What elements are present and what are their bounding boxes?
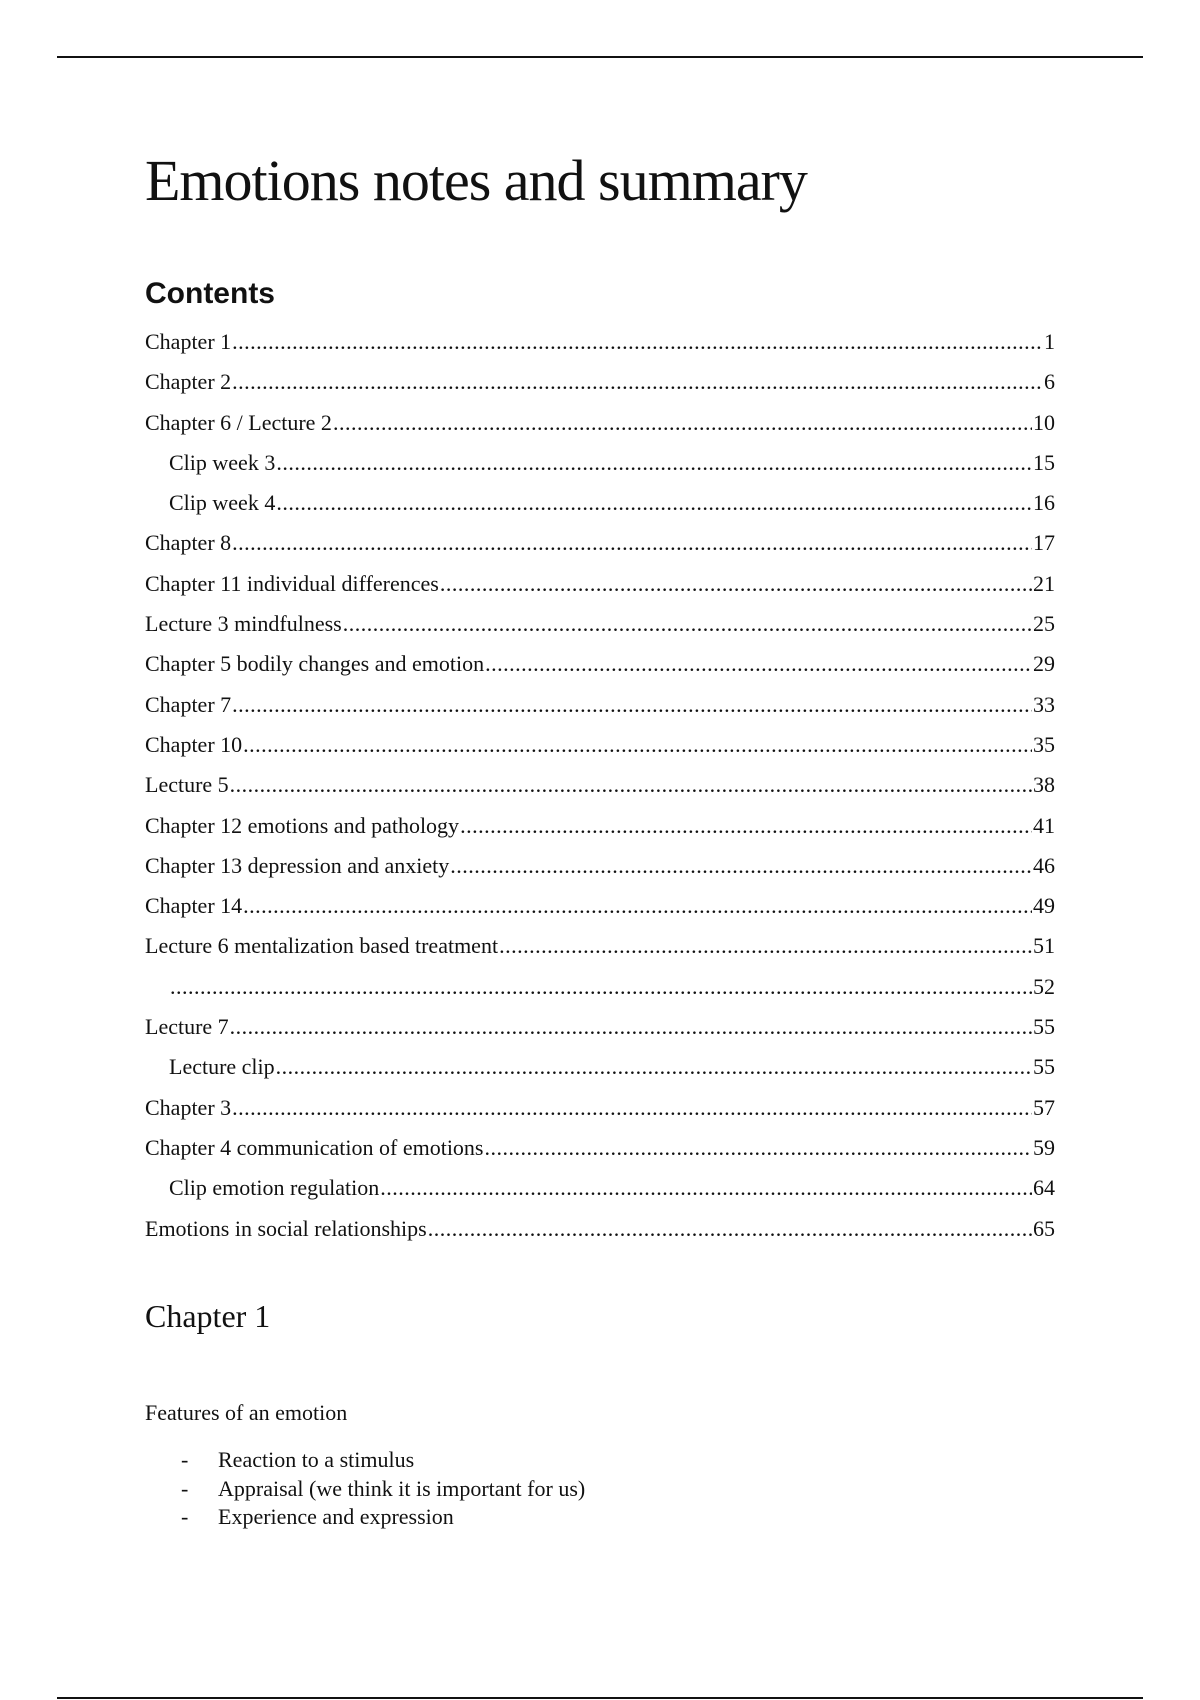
document-title: Emotions notes and summary xyxy=(145,148,807,213)
toc-entry[interactable] xyxy=(145,765,1055,805)
toc-dot-leader xyxy=(440,564,1032,604)
toc-entry-label: Chapter 4 communication of emotions xyxy=(145,1134,484,1160)
toc-entry-page: 65 xyxy=(1033,1215,1055,1241)
toc-entry-page: 1 xyxy=(1044,329,1055,354)
section-intro: Features of an emotion xyxy=(145,1400,348,1425)
toc-entry[interactable] xyxy=(145,1168,1055,1208)
toc-entry[interactable] xyxy=(145,1209,1055,1249)
toc-entry-page: 41 xyxy=(1033,812,1055,838)
toc-entry-label: Lecture 3 mindfulness xyxy=(145,611,342,637)
bullet-marker: - xyxy=(181,1504,189,1529)
toc-dot-leader xyxy=(276,483,1032,523)
toc-entry-page: 52 xyxy=(1033,973,1055,999)
toc-entry-page: 55 xyxy=(1033,1014,1055,1040)
toc-entry-label: Emotions in social relationships xyxy=(145,1215,427,1241)
toc-entry[interactable] xyxy=(145,403,1055,443)
toc-entry-label: Chapter 5 bodily changes and emotion xyxy=(145,651,485,677)
toc-dot-leader xyxy=(232,523,1032,563)
toc-entry-label: Clip week 4 xyxy=(169,490,276,516)
toc-entry-label: Chapter 12 emotions and pathology xyxy=(145,812,460,838)
toc-entry-label: Lecture clip xyxy=(169,1054,275,1080)
toc-entry[interactable] xyxy=(145,685,1055,725)
toc-dot-leader xyxy=(232,685,1032,725)
toc-entry[interactable] xyxy=(145,362,1055,402)
toc-heading: Contents xyxy=(145,277,275,310)
toc-entry[interactable] xyxy=(145,443,1055,483)
list-item-text: Reaction to a stimulus xyxy=(218,1447,415,1472)
toc-dot-leader xyxy=(460,806,1032,846)
toc-entry-label: Chapter 7 xyxy=(145,691,232,717)
list-item-text: Appraisal (we think it is important for us) xyxy=(218,1475,586,1501)
toc-entry-page: 51 xyxy=(1033,933,1055,959)
toc-entry-page: 55 xyxy=(1033,1054,1055,1080)
feature-list xyxy=(145,1446,585,1532)
toc-entry[interactable] xyxy=(145,806,1055,846)
toc-entry[interactable] xyxy=(145,523,1055,563)
toc-dot-leader xyxy=(232,322,1043,362)
toc-entry-page: 33 xyxy=(1033,691,1055,717)
toc-dot-leader xyxy=(485,644,1032,684)
toc-entry-label: Clip week 3 xyxy=(169,449,276,475)
toc-entry-label: Chapter 14 xyxy=(145,893,243,919)
toc-entry[interactable] xyxy=(145,926,1055,966)
toc-entry[interactable] xyxy=(145,644,1055,684)
toc-entry[interactable] xyxy=(145,1007,1055,1047)
toc-entry-label: Chapter 8 xyxy=(145,530,232,556)
toc-entry[interactable] xyxy=(145,725,1055,765)
toc-entry-page: 6 xyxy=(1044,369,1055,395)
list-item-text: Experience and expression xyxy=(218,1504,454,1529)
toc-entry-page: 46 xyxy=(1033,852,1055,878)
toc-entry[interactable] xyxy=(145,1088,1055,1128)
toc-entry-label: Lecture 7 xyxy=(145,1014,229,1040)
toc-entry-page: 10 xyxy=(1033,409,1055,435)
toc-entry-page: 16 xyxy=(1033,490,1055,516)
toc-entry-page: 38 xyxy=(1033,772,1055,798)
toc-dot-leader xyxy=(232,1088,1032,1128)
toc-entry[interactable] xyxy=(145,886,1055,926)
toc-dot-leader xyxy=(450,846,1032,886)
toc-entry-label: Chapter 13 depression and anxiety xyxy=(145,852,450,878)
toc-entry-label: Chapter 2 xyxy=(145,369,232,395)
header-rule xyxy=(57,56,1143,58)
toc-dot-leader xyxy=(170,967,1032,1007)
toc-entry-page: 64 xyxy=(1033,1175,1055,1201)
toc-entry-page: 57 xyxy=(1033,1094,1055,1120)
toc-entry-page: 59 xyxy=(1033,1134,1055,1160)
toc-entry-label: Chapter 6 / Lecture 2 xyxy=(145,409,332,435)
toc-dot-leader xyxy=(380,1168,1032,1208)
toc-entry-label: Chapter 10 xyxy=(145,731,243,757)
toc-dot-leader xyxy=(276,443,1032,483)
toc-entry[interactable] xyxy=(145,1047,1055,1087)
toc-dot-leader xyxy=(230,1007,1032,1047)
footer-rule xyxy=(57,1697,1143,1699)
list-item xyxy=(145,1503,585,1532)
list-item xyxy=(145,1475,585,1504)
toc-entry-label: Chapter 3 xyxy=(145,1094,232,1120)
toc-dot-leader xyxy=(333,403,1032,443)
toc-entry[interactable] xyxy=(145,846,1055,886)
bullet-marker: - xyxy=(181,1475,189,1501)
toc-dot-leader xyxy=(243,725,1032,765)
toc-dot-leader xyxy=(232,362,1043,402)
toc-entry-page: 35 xyxy=(1033,731,1055,757)
toc-entry[interactable] xyxy=(145,564,1055,604)
toc-entry-label: Lecture 6 mentalization based treatment xyxy=(145,933,499,959)
toc-entry-page: 21 xyxy=(1033,570,1055,596)
table-of-contents xyxy=(145,322,1055,1249)
toc-dot-leader xyxy=(276,1047,1032,1087)
toc-dot-leader xyxy=(485,1128,1033,1168)
toc-entry-page: 17 xyxy=(1033,530,1055,556)
toc-entry[interactable] xyxy=(145,967,1055,1007)
toc-dot-leader xyxy=(428,1209,1032,1249)
section-heading: Chapter 1 xyxy=(145,1298,271,1334)
bullet-marker: - xyxy=(181,1447,189,1472)
toc-entry-label: Lecture 5 xyxy=(145,772,229,798)
toc-entry-page: 25 xyxy=(1033,611,1055,637)
toc-entry-label: Chapter 11 individual differences xyxy=(145,570,439,596)
toc-entry[interactable] xyxy=(145,322,1055,362)
toc-entry[interactable] xyxy=(145,604,1055,644)
toc-entry-page: 49 xyxy=(1033,893,1055,919)
toc-dot-leader xyxy=(343,604,1032,644)
toc-dot-leader xyxy=(499,926,1032,966)
toc-dot-leader xyxy=(243,886,1032,926)
toc-entry[interactable] xyxy=(145,1128,1055,1168)
toc-entry-label: Clip emotion regulation xyxy=(169,1175,380,1201)
toc-entry[interactable] xyxy=(145,483,1055,523)
list-item xyxy=(145,1446,585,1475)
toc-entry-page: 15 xyxy=(1033,449,1055,475)
toc-dot-leader xyxy=(230,765,1032,805)
toc-entry-page: 29 xyxy=(1033,651,1055,677)
toc-entry-label: Chapter 1 xyxy=(145,329,232,354)
